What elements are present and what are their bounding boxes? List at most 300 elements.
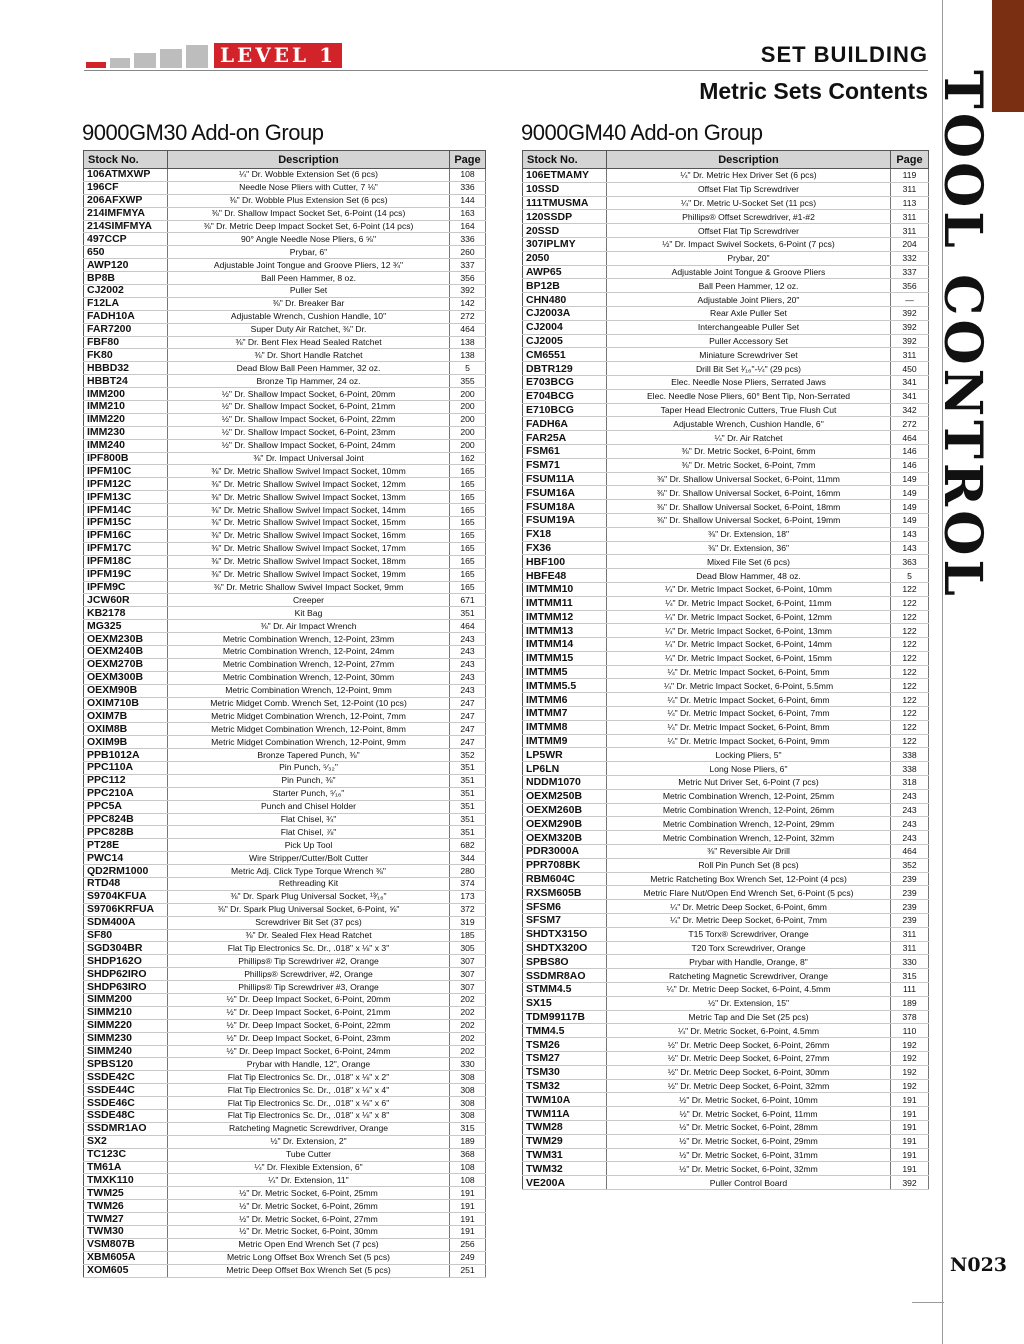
table-header-row (84, 151, 486, 169)
page-ref: 308 (450, 1071, 486, 1084)
stock-number: SSDE46C (84, 1097, 168, 1110)
table-row (84, 349, 486, 362)
group-title-gm30: 9000GM30 Add-on Group (82, 120, 324, 145)
description: Ratcheting Magnetic Screwdriver, Orange (168, 1122, 450, 1135)
table-row (84, 1071, 486, 1084)
page-ref: 111 (891, 983, 929, 997)
description: Adjustable Wrench, Cushion Handle, 6" (607, 417, 891, 431)
table-row (84, 800, 486, 813)
stock-number: FSUM16A (523, 486, 607, 500)
stock-number: SIMM210 (84, 1006, 168, 1019)
page-ref: 392 (450, 285, 486, 298)
page-ref: 200 (450, 426, 486, 439)
description: Metric Deep Offset Box Wrench Set (5 pcs) (168, 1264, 450, 1277)
table-row (84, 1058, 486, 1071)
description: ½" Dr. Shallow Impact Socket, 6-Point, 22mm (168, 413, 450, 426)
table-row (523, 431, 929, 445)
table-row (84, 1110, 486, 1123)
table-row (84, 504, 486, 517)
page-ref: 682 (450, 839, 486, 852)
page-ref: 315 (450, 1122, 486, 1135)
page-ref: 351 (450, 800, 486, 813)
description: Long Nose Pliers, 6" (607, 762, 891, 776)
stock-number: FAR7200 (84, 323, 168, 336)
page-ref: 200 (450, 439, 486, 452)
page-ref: 247 (450, 710, 486, 723)
stock-number: 10SSD (523, 182, 607, 196)
stock-number: S9704KFUA (84, 890, 168, 903)
description: Flat Tip Electronics Sc. Dr., .018" x ⅛" x 4" (168, 1084, 450, 1097)
table-row (84, 272, 486, 285)
description: ½" Dr. Metric Socket, 6-Point, 31mm (607, 1148, 891, 1162)
page-ref: 243 (450, 633, 486, 646)
description: T20 Torx Screwdriver, Orange (607, 941, 891, 955)
stock-number: HBBD32 (84, 362, 168, 375)
description: ¼" Dr. Metric Socket, 6-Point, 4.5mm (607, 1024, 891, 1038)
stock-number: SGD304BR (84, 942, 168, 955)
page-ref: 122 (891, 720, 929, 734)
table-row (523, 789, 929, 803)
description: ⅜" Dr. Metric Shallow Swivel Impact Socket, 9mm (168, 581, 450, 594)
page-ref: 330 (450, 1058, 486, 1071)
stock-number: AWP120 (84, 259, 168, 272)
page-ref: 113 (891, 196, 929, 210)
description: Punch and Chisel Holder (168, 800, 450, 813)
page-number: N023 (950, 1254, 1008, 1276)
description: ½" Dr. Deep Impact Socket, 6-Point, 22mm (168, 1019, 450, 1032)
table-row (84, 1187, 486, 1200)
page-ref: 122 (891, 665, 929, 679)
table-row (84, 1226, 486, 1239)
description: ⅜" Dr. Metric Shallow Swivel Impact Socket, 13mm (168, 491, 450, 504)
stock-number: OEXM320B (523, 831, 607, 845)
group-title-gm40: 9000GM40 Add-on Group (521, 120, 763, 145)
description: ⅜" Dr. Wobble Plus Extension Set (6 pcs) (168, 194, 450, 207)
description: ¼" Dr. Metric Impact Socket, 6-Point, 5mm (607, 665, 891, 679)
description: ⅜" Dr. Metric Shallow Swivel Impact Socket, 10mm (168, 465, 450, 478)
page-ref: 311 (891, 941, 929, 955)
description: Adjustable Joint Pliers, 20" (607, 293, 891, 307)
stock-number: FX36 (523, 541, 607, 555)
stock-number: PPC824B (84, 813, 168, 826)
stock-number: TMXK110 (84, 1174, 168, 1187)
description: ½" Dr. Extension, 15" (607, 996, 891, 1010)
table-row (84, 555, 486, 568)
table-row (523, 762, 929, 776)
table-row (523, 858, 929, 872)
page-ref: 351 (450, 761, 486, 774)
stock-number: TWM30 (84, 1226, 168, 1239)
description: Offset Flat Tip Screwdriver (607, 182, 891, 196)
page-ref: 165 (450, 568, 486, 581)
table-row (523, 555, 929, 569)
table-row (523, 389, 929, 403)
table-row (523, 1120, 929, 1134)
table-row (84, 710, 486, 723)
page-ref: 342 (891, 403, 929, 417)
page-ref: 122 (891, 734, 929, 748)
description: ⅜" Dr. Metric Shallow Swivel Impact Socket, 15mm (168, 517, 450, 530)
stock-number: PPC110A (84, 761, 168, 774)
description: ⅜" Dr. Shallow Universal Socket, 6-Point, 11mm (607, 472, 891, 486)
table-row (84, 1161, 486, 1174)
stock-number: IPFM17C (84, 542, 168, 555)
page-ref: 243 (450, 684, 486, 697)
table-row (84, 568, 486, 581)
page-ref: 464 (450, 620, 486, 633)
description: ½" Dr. Shallow Impact Socket, 6-Point, 20mm (168, 388, 450, 401)
description: Screwdriver Bit Set (37 pcs) (168, 916, 450, 929)
description: ¼" Dr. Metric Deep Socket, 6-Point, 6mm (607, 900, 891, 914)
stock-number: OEXM290B (523, 817, 607, 831)
stock-number: OXIM710B (84, 697, 168, 710)
page-ref: 247 (450, 736, 486, 749)
stock-number: TDM99117B (523, 1010, 607, 1024)
table-row (84, 491, 486, 504)
table-row (523, 1176, 929, 1190)
description: Metric Combination Wrench, 12-Point, 29mm (607, 817, 891, 831)
table-row (84, 697, 486, 710)
page-ref: 243 (450, 658, 486, 671)
page-ref: 249 (450, 1251, 486, 1264)
description: Wire Stripper/Cutter/Bolt Cutter (168, 852, 450, 865)
description: ½" Dr. Shallow Impact Socket, 6-Point, 24mm (168, 439, 450, 452)
description: Metric Tap and Die Set (25 pcs) (607, 1010, 891, 1024)
gm30-table (83, 150, 486, 1278)
stock-number: SSDMR8AO (523, 969, 607, 983)
stock-number: IMTMM14 (523, 638, 607, 652)
description: Prybar with Handle, 12", Orange (168, 1058, 450, 1071)
table-row (84, 542, 486, 555)
page-ref: 464 (891, 431, 929, 445)
page-ref: 336 (450, 233, 486, 246)
table-row (84, 723, 486, 736)
page-ref: 243 (891, 831, 929, 845)
stock-number: IMTMM12 (523, 610, 607, 624)
stock-number: PPR708BK (523, 858, 607, 872)
page-ref: 378 (891, 1010, 929, 1024)
page-ref: 356 (891, 279, 929, 293)
table-row (84, 169, 486, 182)
page-ref: 368 (450, 1148, 486, 1161)
table-row (523, 334, 929, 348)
stock-number: 307IPLMY (523, 237, 607, 251)
table-row (523, 941, 929, 955)
table-row (523, 969, 929, 983)
table-row (84, 813, 486, 826)
stock-number: SF80 (84, 929, 168, 942)
page-ref: 191 (450, 1200, 486, 1213)
table-row (523, 293, 929, 307)
description: ½" Dr. Metric Socket, 6-Point, 29mm (607, 1134, 891, 1148)
page-ref: 243 (891, 803, 929, 817)
page-ref: 280 (450, 865, 486, 878)
description: Miniature Screwdriver Set (607, 348, 891, 362)
stock-number: IMM240 (84, 439, 168, 452)
table-row (523, 665, 929, 679)
page-ref: 202 (450, 1032, 486, 1045)
description: ¼" Dr. Metric U-Socket Set (11 pcs) (607, 196, 891, 210)
stock-number: 2050 (523, 251, 607, 265)
table-row (84, 736, 486, 749)
table-row (84, 581, 486, 594)
page-ref: 330 (891, 955, 929, 969)
table-row (84, 594, 486, 607)
page-ref: 204 (891, 237, 929, 251)
table-row (84, 671, 486, 684)
stock-number: PPC828B (84, 826, 168, 839)
stock-number: RBM604C (523, 872, 607, 886)
col-header-page: Page (450, 151, 486, 169)
stock-number: 111TMUSMA (523, 196, 607, 210)
description: ½" Dr. Metric Socket, 6-Point, 26mm (168, 1200, 450, 1213)
description: Locking Pliers, 5" (607, 748, 891, 762)
stock-number: IPF800B (84, 452, 168, 465)
description: Metric Combination Wrench, 12-Point, 27mm (168, 658, 450, 671)
section-title: SET BUILDING (760, 42, 928, 67)
table-row (84, 323, 486, 336)
col-header-page: Page (891, 151, 929, 169)
page-ref: 239 (891, 914, 929, 928)
stock-number: IPFM19C (84, 568, 168, 581)
page-ref: 351 (450, 813, 486, 826)
stock-number: XBM605A (84, 1251, 168, 1264)
description: Bronze Tapered Punch, ⅜" (168, 749, 450, 762)
page-ref: 202 (450, 1045, 486, 1058)
page-ref: 122 (891, 610, 929, 624)
stock-number: TWM32 (523, 1162, 607, 1176)
table-row (84, 981, 486, 994)
table-row (523, 1038, 929, 1052)
description: Metric Combination Wrench, 12-Point, 26mm (607, 803, 891, 817)
stock-number: TWM29 (523, 1134, 607, 1148)
stock-number: KB2178 (84, 607, 168, 620)
stock-number: STMM4.5 (523, 983, 607, 997)
table-row (84, 916, 486, 929)
table-row (84, 1045, 486, 1058)
page-ref: — (891, 293, 929, 307)
page-ref: 307 (450, 955, 486, 968)
stock-number: SIMM200 (84, 994, 168, 1007)
description: ½" Dr. Metric Socket, 6-Point, 30mm (168, 1226, 450, 1239)
page-ref: 122 (891, 651, 929, 665)
stock-number: PT28E (84, 839, 168, 852)
description: ⅜" Dr. Metric Shallow Swivel Impact Socket, 16mm (168, 529, 450, 542)
stock-number: IPFM18C (84, 555, 168, 568)
description: ⅜" Dr. Breaker Bar (168, 297, 450, 310)
description: ⅜" Dr. Shallow Universal Socket, 6-Point, 16mm (607, 486, 891, 500)
description: Metric Long Offset Box Wrench Set (5 pcs) (168, 1251, 450, 1264)
table-row (523, 693, 929, 707)
stock-number: JCW60R (84, 594, 168, 607)
page-ref: 191 (891, 1162, 929, 1176)
description: ⅜" Dr. Shallow Impact Socket Set, 6-Point (14 pcs) (168, 207, 450, 220)
description: Starter Punch, ⁵⁄₁₆" (168, 787, 450, 800)
stock-number: CJ2004 (523, 320, 607, 334)
stock-number: E710BCG (523, 403, 607, 417)
page-ref: 341 (891, 389, 929, 403)
page-ref: 165 (450, 491, 486, 504)
stock-number: TWM11A (523, 1107, 607, 1121)
col-header-stock: Stock No. (84, 151, 168, 169)
page-ref: 363 (891, 555, 929, 569)
page-ref: 108 (450, 1161, 486, 1174)
table-row (84, 1032, 486, 1045)
description: ¼" Dr. Metric Impact Socket, 6-Point, 7mm (607, 707, 891, 721)
stock-number: IMTMM5.5 (523, 679, 607, 693)
description: ¼" Dr. Metric Impact Socket, 6-Point, 12mm (607, 610, 891, 624)
table-row (523, 279, 929, 293)
stock-number: SPBS120 (84, 1058, 168, 1071)
stock-number: SFSM7 (523, 914, 607, 928)
page-ref: 191 (891, 1120, 929, 1134)
description: ¼" Dr. Extension, 11" (168, 1174, 450, 1187)
table-row (523, 169, 929, 183)
page-ref: 392 (891, 334, 929, 348)
level-badge: LEVEL 1 (214, 43, 342, 68)
description: Pick Up Tool (168, 839, 450, 852)
page-ref: 243 (891, 817, 929, 831)
page-ref: 307 (450, 968, 486, 981)
stock-number: CM6551 (523, 348, 607, 362)
table-row (84, 452, 486, 465)
stock-number: FAR25A (523, 431, 607, 445)
description: ¼" Dr. Wobble Extension Set (6 pcs) (168, 169, 450, 182)
description: Metric Midget Combination Wrench, 12-Point, 9mm (168, 736, 450, 749)
table-row (523, 748, 929, 762)
page-ref: 239 (891, 886, 929, 900)
description: ¼" Dr. Metric Deep Socket, 6-Point, 7mm (607, 914, 891, 928)
description: Prybar, 20" (607, 251, 891, 265)
stock-number: PDR3000A (523, 845, 607, 859)
stock-number: SIMM220 (84, 1019, 168, 1032)
table-row (84, 426, 486, 439)
table-row (84, 929, 486, 942)
table-row (523, 596, 929, 610)
page-ref: 5 (891, 569, 929, 583)
description: Prybar with Handle, Orange, 8" (607, 955, 891, 969)
page-ref: 352 (450, 749, 486, 762)
stock-number: TWM26 (84, 1200, 168, 1213)
table-row (523, 1024, 929, 1038)
description: ½" Dr. Metric Socket, 6-Point, 25mm (168, 1187, 450, 1200)
page-ref: 200 (450, 401, 486, 414)
description: ½" Dr. Metric Socket, 6-Point, 11mm (607, 1107, 891, 1121)
description: Phillips® Tip Screwdriver #2, Orange (168, 955, 450, 968)
stock-number: DBTR129 (523, 362, 607, 376)
page-ref: 392 (891, 1176, 929, 1190)
table-row (84, 478, 486, 491)
col-header-description: Description (607, 151, 891, 169)
table-row (84, 413, 486, 426)
stock-number: IMTMM11 (523, 596, 607, 610)
description: ⅜" Dr. Metric Shallow Swivel Impact Socket, 17mm (168, 542, 450, 555)
description: ¼" Dr. Air Ratchet (607, 431, 891, 445)
description: Prybar, 6" (168, 246, 450, 259)
page-ref: 191 (891, 1093, 929, 1107)
description: ½" Dr. Metric Deep Socket, 6-Point, 26mm (607, 1038, 891, 1052)
description: ½" Dr. Metric Deep Socket, 6-Point, 30mm (607, 1065, 891, 1079)
page-ref: 165 (450, 542, 486, 555)
description: ½" Dr. Metric Socket, 6-Point, 27mm (168, 1213, 450, 1226)
stock-number: SSDE48C (84, 1110, 168, 1123)
vertical-section-label (930, 70, 1000, 600)
stock-number: IPFM13C (84, 491, 168, 504)
table-row (84, 903, 486, 916)
table-row (84, 336, 486, 349)
table-row (84, 1264, 486, 1277)
page-ref: 311 (891, 182, 929, 196)
page-ref: 251 (450, 1264, 486, 1277)
stock-number: OXIM9B (84, 736, 168, 749)
description: Metric Flare Nut/Open End Wrench Set, 6-Point (5 pcs) (607, 886, 891, 900)
page-ref: 191 (450, 1226, 486, 1239)
stock-number: LP6LN (523, 762, 607, 776)
page-ref: 202 (450, 1019, 486, 1032)
table-row (523, 210, 929, 224)
description: ½" Dr. Metric Socket, 6-Point, 28mm (607, 1120, 891, 1134)
description: Metric Combination Wrench, 12-Point, 23mm (168, 633, 450, 646)
description: T15 Torx® Screwdriver, Orange (607, 927, 891, 941)
stock-number: FADH6A (523, 417, 607, 431)
page-ref: 165 (450, 478, 486, 491)
table-row (84, 1084, 486, 1097)
description: 90° Angle Needle Nose Pliers, 6 ⅝" (168, 233, 450, 246)
page-ref: 138 (450, 336, 486, 349)
stock-number: XOM605 (84, 1264, 168, 1277)
description: ¼" Dr. Metric Deep Socket, 6-Point, 4.5mm (607, 983, 891, 997)
description: Metric Combination Wrench, 12-Point, 25mm (607, 789, 891, 803)
table-row (523, 265, 929, 279)
page-ref: 272 (450, 310, 486, 323)
stock-number: IMTMM7 (523, 707, 607, 721)
description: ⅜" Reversible Air Drill (607, 845, 891, 859)
description: Metric Ratcheting Box Wrench Set, 12-Point (4 pcs) (607, 872, 891, 886)
page-ref: 189 (891, 996, 929, 1010)
stock-number: IMM200 (84, 388, 168, 401)
description: ½" Dr. Deep Impact Socket, 6-Point, 24mm (168, 1045, 450, 1058)
stock-number: FK80 (84, 349, 168, 362)
table-row (523, 900, 929, 914)
description: Metric Nut Driver Set, 6-Point (7 pcs) (607, 776, 891, 790)
description: ½" Dr. Impact Swivel Sockets, 6-Point (7 pcs) (607, 237, 891, 251)
stock-number: IPFM10C (84, 465, 168, 478)
page-ref: 272 (891, 417, 929, 431)
table-row (84, 865, 486, 878)
page-ref: 200 (450, 413, 486, 426)
stock-number: IPFM16C (84, 529, 168, 542)
page-ref: 356 (450, 272, 486, 285)
col-header-description: Description (168, 151, 450, 169)
description: Rethreading Kit (168, 877, 450, 890)
description: ½" Dr. Deep Impact Socket, 6-Point, 23mm (168, 1032, 450, 1045)
table-row (523, 1107, 929, 1121)
description: ¼" Dr. Metric Impact Socket, 6-Point, 15mm (607, 651, 891, 665)
description: Offset Flat Tip Screwdriver (607, 224, 891, 238)
page-ref: 122 (891, 582, 929, 596)
table-row (523, 734, 929, 748)
description: Metric Midget Combination Wrench, 12-Point, 7mm (168, 710, 450, 723)
description: Puller Accessory Set (607, 334, 891, 348)
table-row (84, 517, 486, 530)
table-row (523, 679, 929, 693)
stock-number: TM61A (84, 1161, 168, 1174)
table-row (523, 251, 929, 265)
page-ref: 260 (450, 246, 486, 259)
stock-number: SHDP62IRO (84, 968, 168, 981)
page-ref: 108 (450, 169, 486, 182)
description: ⅜" Dr. Extension, 18" (607, 527, 891, 541)
